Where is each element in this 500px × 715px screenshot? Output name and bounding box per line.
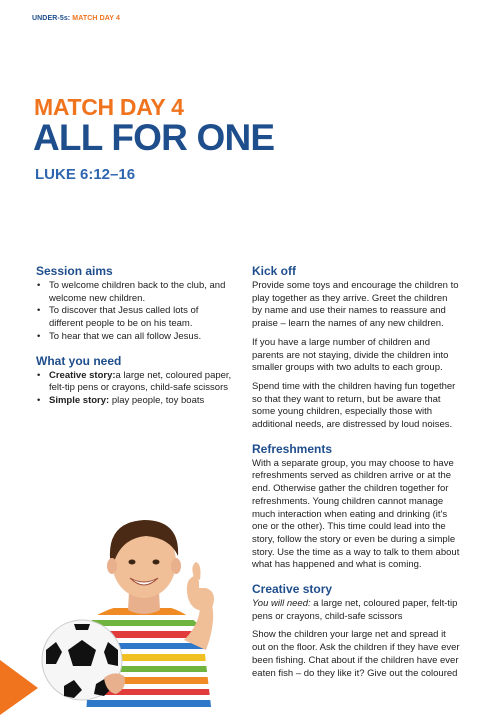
page-title: ALL FOR ONE (33, 117, 275, 158)
session-aims-list (36, 280, 234, 344)
thumbs-up-hand (187, 576, 214, 610)
boy-with-football-photo (34, 500, 248, 715)
list-item: • To welcome children back to the club, and welcome new children. (36, 280, 234, 305)
list-item (36, 395, 234, 408)
header-prefix: UNDER-5s: (32, 15, 71, 22)
creative-story-heading: Creative story (252, 582, 333, 597)
item-label: Simple story: (49, 394, 110, 406)
paragraph: Spend time with the children having fun together so that they want to return, but be aware that some young children, especially those with additional needs, are distressed by loud noises. (252, 380, 456, 431)
running-header (32, 15, 120, 22)
session-kicker: MATCH DAY 4 (34, 94, 184, 120)
paragraph: If you have a large number of children and parents are not staying, divide the children into smaller groups with two adults to each group. (252, 336, 449, 374)
orange-corner-shape (0, 660, 38, 715)
what-you-need-section (36, 354, 234, 408)
need-text: a large net, coloured paper, felt-tip pens or crayons, child-safe scissors (252, 598, 458, 622)
right-column (252, 264, 460, 690)
paragraph: Show the children your large net and spread it out on the floor. Ask the children if they have ever been fishing. Chat about if the children have ever eaten fish – do they like it? Give out the coloured (252, 629, 460, 679)
list-item: • To hear that we can all follow Jesus. (36, 331, 234, 344)
session-aims-heading: Session aims (36, 264, 113, 278)
list-item (36, 370, 234, 395)
refreshments-heading: Refreshments (252, 441, 333, 456)
paragraph: Provide some toys and encourage the children to play together as they arrive. Greet the children by name and use their names to reassure and praise – learn the names of any new children. (252, 280, 459, 330)
header-section: MATCH DAY 4 (72, 15, 120, 22)
what-you-need-list (36, 370, 234, 408)
creative-story-section (252, 582, 460, 680)
item-text: a large net, coloured paper, felt-tip pens or crayons, child-safe scissors (49, 369, 232, 394)
item-label: Creative story: (49, 369, 116, 381)
left-column (36, 264, 234, 418)
item-text: play people, toy boats (109, 394, 205, 406)
list-item: • To discover that Jesus called lots of different people to be on his team. (36, 305, 234, 330)
kick-off-section (252, 264, 460, 432)
what-you-need-heading: What you need (36, 353, 122, 368)
session-aims-section (36, 264, 234, 344)
paragraph (252, 598, 460, 623)
refreshments-section (252, 442, 460, 572)
kick-off-heading: Kick off (252, 264, 297, 278)
need-label: You will need: (252, 598, 311, 610)
bible-reference: LUKE 6:12–16 (35, 166, 136, 183)
paragraph: With a separate group, you may choose to have refreshments served as children arrive or at the end. Otherwise gather the children together for refreshments. Young children cannot manage much interaction when eating and drinking (it's one or the other). This time could lead into the story, follow the story or even be during a simple story. Use the time as a way to talk to them about what has happened and what is coming. (252, 457, 460, 571)
